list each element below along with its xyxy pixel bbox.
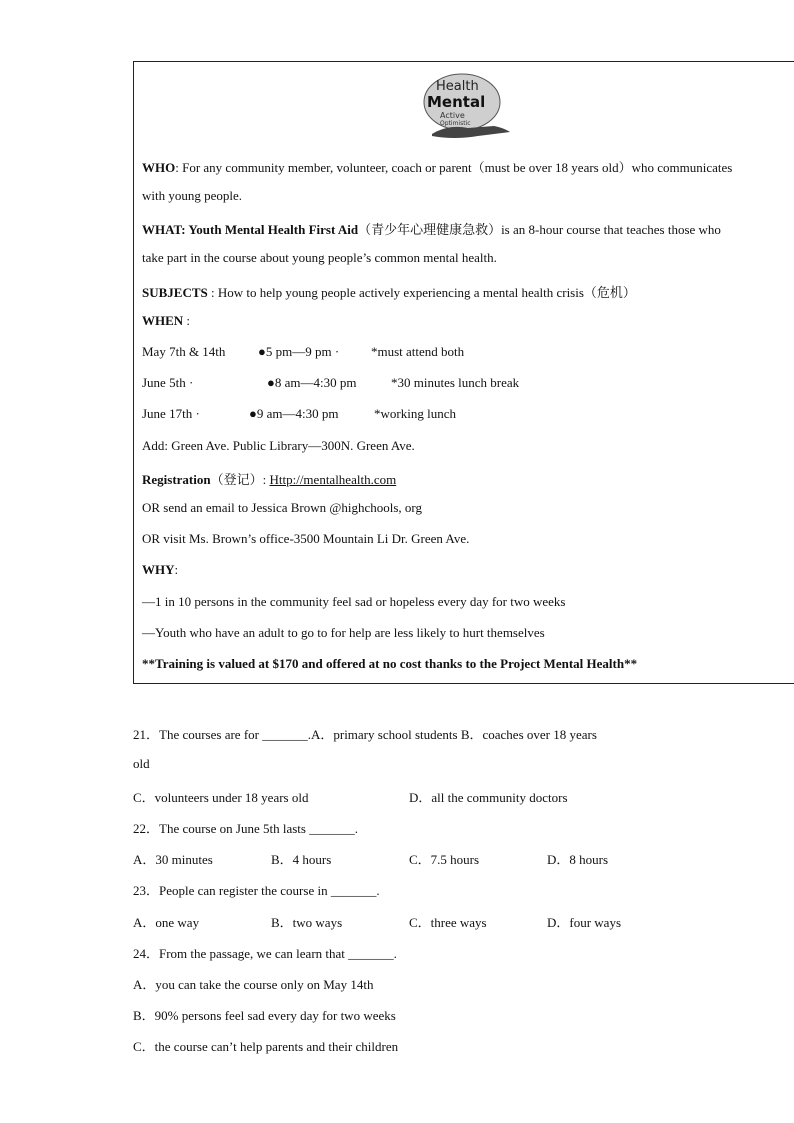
when-line [142, 313, 190, 329]
address: Add: Green Ave. Public Library—300N. Green Ave. [142, 438, 415, 453]
what-text-2: take part in the course about young people’s common mental health. [142, 250, 497, 265]
poster-frame [133, 61, 794, 684]
schedule-note: *30 minutes lunch break [391, 375, 520, 390]
schedule-time: ●8 am—4:30 pm [267, 375, 357, 390]
logo-word-health: Health [436, 79, 479, 94]
option-c: C．volunteers under 18 years old [133, 790, 309, 805]
when-label: WHEN [142, 313, 184, 328]
option-a: A．one way [133, 915, 200, 930]
option-c: C．7.5 hours [409, 852, 480, 867]
question-21: 21．The courses are for _______.A．primary school students B．coaches over 18 years [133, 727, 597, 742]
option-b: B．two ways [271, 915, 343, 930]
schedule-date: June 17th · [142, 406, 200, 421]
logo-word-mental: Mental [427, 93, 486, 111]
or-email: OR send an email to Jessica Brown @highchools, org [142, 500, 423, 515]
registration-line [142, 469, 396, 488]
logo-word-optimistic: Optimistic [440, 120, 471, 127]
registration-mid: （登记）: [210, 472, 270, 487]
what-line-1 [142, 219, 721, 238]
or-visit: OR visit Ms. Brown’s office-3500 Mountain Li Dr. Green Ave. [142, 531, 470, 546]
question-24-option-c: C．the course can’t help parents and their children [133, 1039, 399, 1054]
what-label: WHAT: Youth Mental Health First Aid [142, 222, 359, 237]
training-note: **Training is valued at $170 and offered at no cost thanks to the Project Mental Health** [142, 656, 638, 671]
question-24-option-b: B．90% persons feel sad every day for two weeks [133, 1008, 396, 1023]
who-text-1: : For any community member, volunteer, coach or parent（must be over 18 years old）who communicates [175, 160, 733, 175]
subjects-label: SUBJECTS [142, 285, 208, 300]
option-c: C．three ways [409, 915, 487, 930]
option-d: D．all the community doctors [409, 790, 568, 805]
question-21-wrap: old [133, 756, 150, 771]
why-point-1: —1 in 10 persons in the community feel sad or hopeless every day for two weeks [142, 594, 566, 609]
who-text-2: with young people. [142, 188, 243, 203]
question-23: 23．People can register the course in _______. [133, 883, 380, 898]
who-line-1 [142, 157, 732, 176]
subjects-line [142, 282, 636, 301]
why-colon: : [174, 562, 179, 577]
option-d: D．four ways [547, 915, 622, 930]
schedule-note: *must attend both [371, 344, 465, 359]
option-b: B．4 hours [271, 852, 332, 867]
what-text-1: （青少年心理健康急救）is an 8-hour course that teaches those who [358, 222, 721, 237]
schedule-date: May 7th & 14th [142, 344, 226, 359]
question-24-option-a: A．you can take the course only on May 14th [133, 977, 374, 992]
option-d: D．8 hours [547, 852, 609, 867]
schedule-note: *working lunch [374, 406, 456, 421]
option-a: A．30 minutes [133, 852, 213, 867]
question-24: 24．From the passage, we can learn that _______. [133, 946, 397, 961]
why-point-2: —Youth who have an adult to go to for help are less likely to hurt themselves [142, 625, 545, 640]
schedule-date: June 5th · [142, 375, 194, 390]
schedule-time: ●5 pm—9 pm · [258, 344, 340, 359]
registration-label: Registration [142, 472, 211, 487]
why-line [142, 562, 178, 578]
registration-link[interactable]: Http://mentalhealth.com [269, 472, 397, 487]
schedule-time: ●9 am—4:30 pm [249, 406, 339, 421]
hand-icon [432, 126, 510, 138]
question-22: 22．The course on June 5th lasts _______. [133, 821, 358, 836]
subjects-text: : How to help young people actively experiencing a mental health crisis（危机） [207, 285, 636, 300]
logo-word-active: Active [440, 111, 465, 120]
when-colon: : [183, 313, 191, 328]
why-label: WHY [142, 562, 175, 577]
mental-health-logo [418, 70, 514, 142]
who-label: WHO [142, 160, 176, 175]
